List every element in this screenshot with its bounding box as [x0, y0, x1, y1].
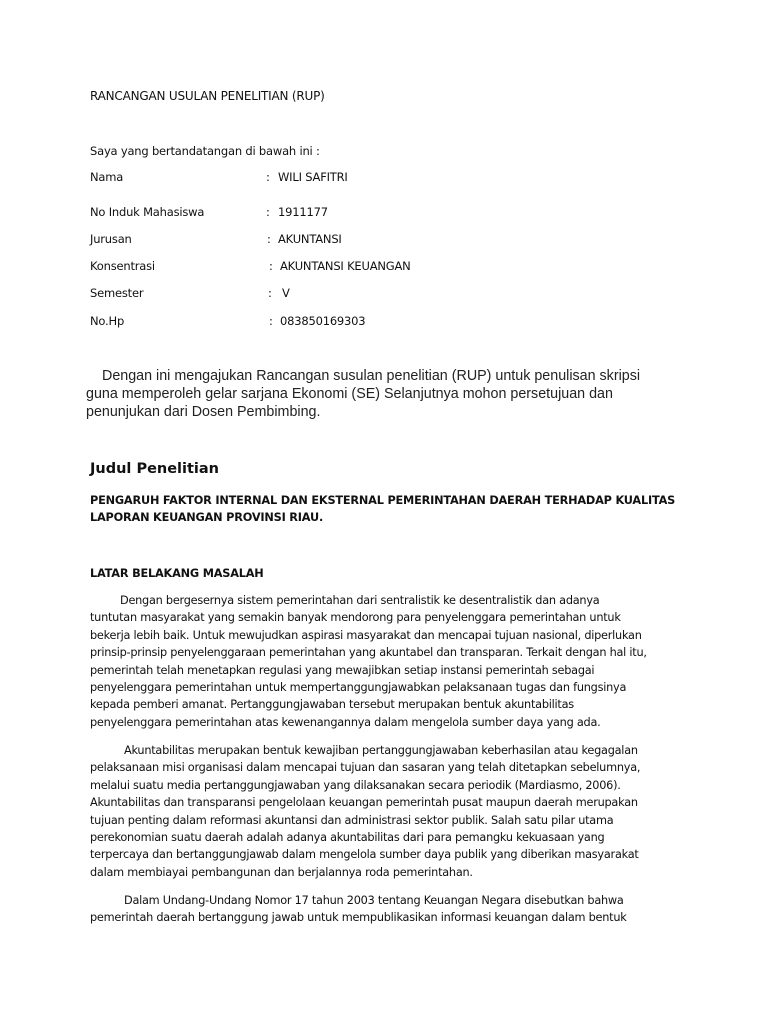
research-title-line: PENGARUH FAKTOR INTERNAL DAN EKSTERNAL PEMERINTAHAN DAERAH TERHADAP KUALITAS: [90, 494, 676, 507]
field-separator: :: [266, 170, 270, 184]
research-title: [90, 492, 690, 526]
field-value: V: [282, 286, 290, 300]
paragraph-line: Dengan bergesernya sistem pemerintahan dari sentralistik ke desentralistik dan adanya: [120, 594, 600, 607]
field-value: 1911177: [278, 205, 328, 219]
statement-line: Dengan ini mengajukan Rancangan susulan penelitian (RUP) untuk penulisan skripsi: [102, 368, 641, 384]
paragraph-line: pelaksanaan misi organisasi dalam mencapai tujuan dan sasaran yang telah ditetapkan sebelumnya,: [90, 761, 641, 775]
paragraph-line: penyelenggara pemerintahan atas kewenangannya dalam mengelola sumber daya yang ada.: [90, 715, 601, 729]
document-title: RANCANGAN USULAN PENELITIAN (RUP): [90, 89, 325, 103]
field-separator: :: [266, 205, 270, 219]
paragraph-2: [90, 742, 690, 881]
field-label: Nama: [90, 170, 124, 184]
field-label: Konsentrasi: [90, 259, 155, 273]
field-label: Jurusan: [90, 232, 132, 246]
field-value: WILI SAFITRI: [278, 170, 348, 184]
paragraph-line: terpercaya dan bertanggungjawab dalam mengelola sumber daya publik yang diberikan masyarakat: [90, 848, 639, 862]
research-title-line: LAPORAN KEUANGAN PROVINSI RIAU.: [90, 511, 324, 524]
field-separator: :: [269, 314, 273, 328]
paragraph-line: pemerintah telah menetapkan regulasi yang mewajibkan setiap instansi pemerintah sebagai: [90, 663, 595, 677]
field-separator: :: [267, 232, 271, 246]
paragraph-line: Dalam Undang-Undang Nomor 17 tahun 2003 tentang Keuangan Negara disebutkan bahwa: [124, 894, 624, 907]
paragraph-1: [90, 592, 690, 731]
paragraph-line: tuntutan masyarakat yang semakin banyak mendorong para penyelenggara pemerintahan untuk: [90, 611, 621, 625]
paragraph-line: tujuan penting dalam reformasi akuntansi dan administrasi sektor publik. Salah satu pilar utama: [90, 813, 614, 827]
statement-line: penunjukan dari Dosen Pembimbing.: [86, 404, 321, 420]
paragraph-line: melalui suatu media pertanggungjawaban yang dilaksanakan secara periodik (Mardiasmo, 2006).: [90, 778, 621, 792]
paragraph-line: bekerja lebih baik. Untuk mewujudkan aspirasi masyarakat dan mencapai tujuan nasional, diperlukan: [90, 628, 642, 642]
field-separator: :: [269, 259, 273, 273]
latar-heading: LATAR BELAKANG MASALAH: [90, 567, 264, 580]
field-separator: :: [268, 286, 272, 300]
paragraph-line: prinsip-prinsip penyelenggaraan pemerintahan yang akuntabel dan transparan. Terkait dengan hal itu,: [90, 646, 647, 660]
paragraph-line: perekonomian suatu daerah adalah adanya akuntabilitas dari para pemangku kekuasaan yang: [90, 831, 605, 845]
paragraph-line: Akuntabilitas dan transparansi pengelolaan keuangan pemerintah pusat maupun daerah merupakan: [90, 796, 638, 810]
field-value: 083850169303: [280, 314, 366, 328]
paragraph-line: pemerintah daerah bertanggung jawab untuk mempublikasikan informasi keuangan dalam bentuk: [90, 911, 627, 925]
field-label: No.Hp: [90, 314, 125, 328]
paragraph-line: dalam membiayai pembangunan dan berjalannya roda pemerintahan.: [90, 865, 473, 879]
field-value: AKUNTANSI KEUANGAN: [280, 259, 411, 273]
paragraph-line: Akuntabilitas merupakan bentuk kewajiban pertanggungjawaban keberhasilan atau kegagalan: [124, 744, 638, 757]
intro-text: Saya yang bertandatangan di bawah ini :: [90, 144, 320, 158]
field-value: AKUNTANSI: [278, 232, 342, 246]
paragraph-line: penyelenggara pemerintahan untuk mempertanggungjawabkan pelaksanaan tugas dan fungsinya: [90, 681, 627, 695]
statement-paragraph: [86, 367, 706, 421]
statement-line: guna memperoleh gelar sarjana Ekonomi (SE) Selanjutnya mohon persetujuan dan: [86, 386, 613, 402]
field-label: Semester: [90, 286, 144, 300]
judul-heading: Judul Penelitian: [90, 461, 220, 477]
paragraph-3: [90, 892, 690, 927]
paragraph-line: kepada pemberi amanat. Pertanggungjawaban tersebut merupakan bentuk akuntabilitas: [90, 698, 574, 712]
field-label: No Induk Mahasiswa: [90, 205, 205, 219]
